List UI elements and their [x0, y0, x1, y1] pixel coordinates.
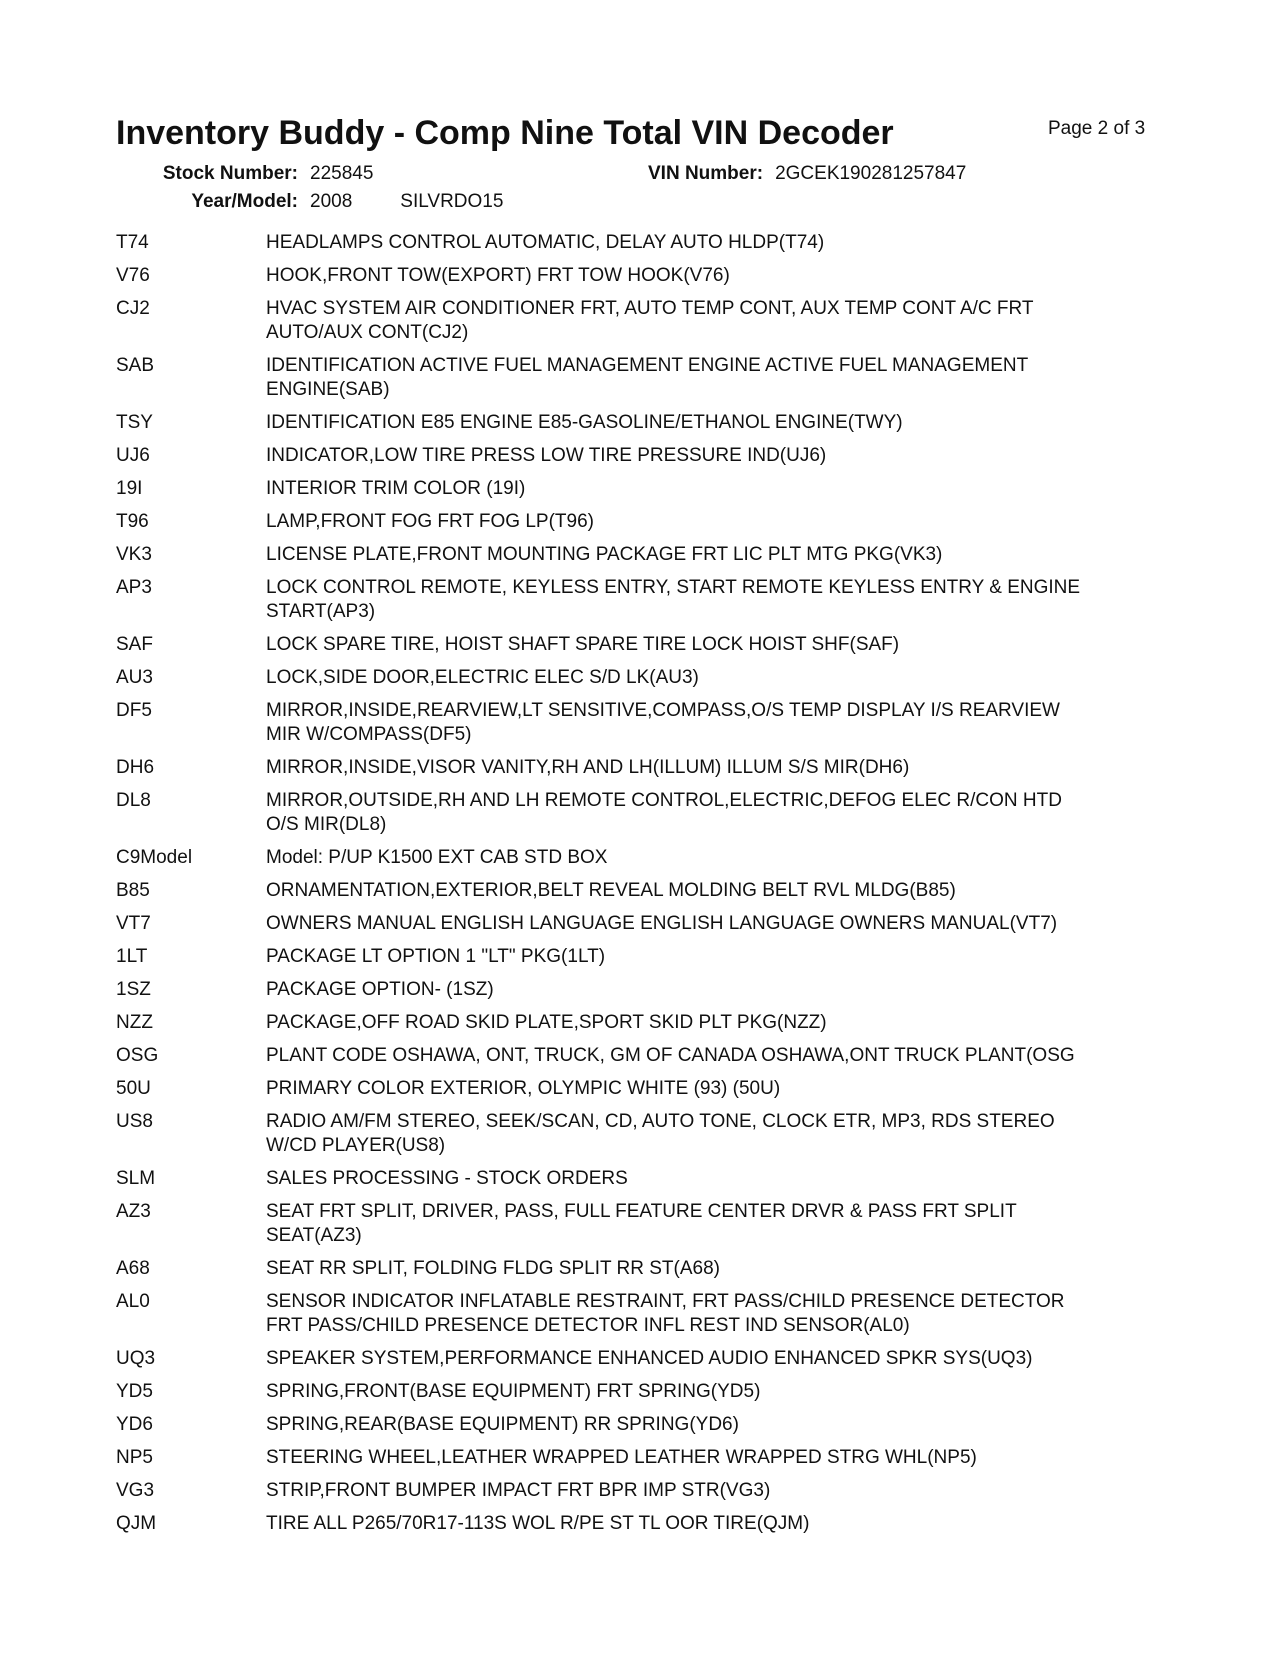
year-model-line: [156, 191, 503, 213]
page-number: Page 2 of 3: [1048, 118, 1146, 139]
option-description: IDENTIFICATION E85 ENGINE E85-GASOLINE/ETHANOL ENGINE(TWY): [266, 412, 903, 433]
option-description: LOCK SPARE TIRE, HOIST SHAFT SPARE TIRE LOCK HOIST SHF(SAF): [266, 634, 900, 655]
option-description: LOCK,SIDE DOOR,ELECTRIC ELEC S/D LK(AU3): [266, 667, 699, 688]
option-row: [116, 1167, 1176, 1191]
option-code: AZ3: [116, 1201, 151, 1222]
option-row: [116, 945, 1176, 969]
option-row: [116, 1110, 1176, 1158]
option-row: [116, 1044, 1176, 1068]
option-code: C9Model: [116, 847, 193, 868]
option-row: [116, 477, 1176, 501]
option-code: VG3: [116, 1480, 155, 1501]
option-description: TIRE ALL P265/70R17-113S WOL R/PE ST TL OOR TIRE(QJM): [266, 1513, 810, 1534]
option-row: [116, 1380, 1176, 1404]
option-code: SAF: [116, 634, 153, 655]
option-description: LAMP,FRONT FOG FRT FOG LP(T96): [266, 511, 594, 532]
option-row: [116, 1479, 1176, 1503]
option-code: OSG: [116, 1045, 159, 1066]
option-row: [116, 1446, 1176, 1470]
option-row: [116, 1347, 1176, 1371]
page-title: Inventory Buddy - Comp Nine Total VIN Decoder: [116, 114, 894, 152]
option-code: B85: [116, 880, 150, 901]
vin-number-label: VIN Number:: [648, 163, 764, 184]
year-value: 2008: [310, 191, 353, 212]
stock-number-line: [156, 163, 373, 185]
option-description: INTERIOR TRIM COLOR (19I): [266, 478, 526, 499]
option-code: V76: [116, 265, 150, 286]
option-code: 19I: [116, 478, 143, 499]
option-description: PACKAGE OPTION- (1SZ): [266, 979, 494, 1000]
stock-number-value: 225845: [310, 163, 374, 184]
option-description: INDICATOR,LOW TIRE PRESS LOW TIRE PRESSURE IND(UJ6): [266, 445, 827, 466]
vin-number-value: 2GCEK190281257847: [775, 163, 967, 184]
option-row: [116, 264, 1176, 288]
option-code: 1SZ: [116, 979, 151, 1000]
option-code: QJM: [116, 1513, 157, 1534]
option-code: NZZ: [116, 1012, 153, 1033]
option-code: DF5: [116, 700, 152, 721]
option-code: SLM: [116, 1168, 156, 1189]
option-description: SALES PROCESSING - STOCK ORDERS: [266, 1168, 628, 1189]
option-code: T96: [116, 511, 149, 532]
option-description: SPRING,FRONT(BASE EQUIPMENT) FRT SPRING(YD5): [266, 1381, 761, 1402]
option-code: AL0: [116, 1291, 150, 1312]
option-row: [116, 1413, 1176, 1437]
year-model-label: Year/Model:: [191, 191, 298, 212]
option-code: UQ3: [116, 1348, 156, 1369]
option-code: TSY: [116, 412, 153, 433]
option-row: [116, 231, 1176, 255]
option-description: ORNAMENTATION,EXTERIOR,BELT REVEAL MOLDING BELT RVL MLDG(B85): [266, 880, 956, 901]
option-row: [116, 1512, 1176, 1536]
option-description: SENSOR INDICATOR INFLATABLE RESTRAINT, FRT PASS/CHILD PRESENCE DETECTOR FRT PASS/CHILD PRESENCE DETECTOR INFL REST IND SENSOR(AL0): [266, 1291, 1065, 1336]
option-description: MIRROR,INSIDE,VISOR VANITY,RH AND LH(ILLUM) ILLUM S/S MIR(DH6): [266, 757, 910, 778]
option-description: PACKAGE LT OPTION 1 "LT" PKG(1LT): [266, 946, 606, 967]
option-row: [116, 1290, 1176, 1338]
option-row: [116, 756, 1176, 780]
option-description: STEERING WHEEL,LEATHER WRAPPED LEATHER WRAPPED STRG WHL(NP5): [266, 1447, 977, 1468]
option-code: AU3: [116, 667, 153, 688]
option-code-list: [116, 231, 1176, 1545]
option-row: [116, 1011, 1176, 1035]
option-code: YD6: [116, 1414, 153, 1435]
option-row: [116, 444, 1176, 468]
option-code: 50U: [116, 1078, 151, 1099]
option-row: [116, 879, 1176, 903]
option-row: [116, 1200, 1176, 1248]
option-row: [116, 1257, 1176, 1281]
option-code: YD5: [116, 1381, 153, 1402]
option-row: [116, 633, 1176, 657]
option-description: HEADLAMPS CONTROL AUTOMATIC, DELAY AUTO HLDP(T74): [266, 232, 825, 253]
option-code: A68: [116, 1258, 150, 1279]
option-description: OWNERS MANUAL ENGLISH LANGUAGE ENGLISH LANGUAGE OWNERS MANUAL(VT7): [266, 913, 1058, 934]
option-description: STRIP,FRONT BUMPER IMPACT FRT BPR IMP STR(VG3): [266, 1480, 771, 1501]
option-row: [116, 1077, 1176, 1101]
option-description: MIRROR,OUTSIDE,RH AND LH REMOTE CONTROL,ELECTRIC,DEFOG ELEC R/CON HTD O/S MIR(DL8): [266, 790, 1062, 835]
stock-number-label: Stock Number:: [162, 163, 298, 184]
option-description: HOOK,FRONT TOW(EXPORT) FRT TOW HOOK(V76): [266, 265, 730, 286]
option-row: [116, 354, 1176, 402]
option-description: PRIMARY COLOR EXTERIOR, OLYMPIC WHITE (93) (50U): [266, 1078, 781, 1099]
option-row: [116, 666, 1176, 690]
option-code: US8: [116, 1111, 153, 1132]
option-row: [116, 510, 1176, 534]
option-description: MIRROR,INSIDE,REARVIEW,LT SENSITIVE,COMPASS,O/S TEMP DISPLAY I/S REARVIEW MIR W/COMPASS(DF5): [266, 700, 1060, 745]
option-description: LOCK CONTROL REMOTE, KEYLESS ENTRY, START REMOTE KEYLESS ENTRY & ENGINE START(AP3): [266, 577, 1081, 622]
option-code: T74: [116, 232, 149, 253]
option-description: SEAT RR SPLIT, FOLDING FLDG SPLIT RR ST(A68): [266, 1258, 720, 1279]
option-code: DH6: [116, 757, 155, 778]
option-code: 1LT: [116, 946, 148, 967]
vin-number-line: [648, 163, 966, 185]
option-row: [116, 789, 1176, 837]
option-description: SEAT FRT SPLIT, DRIVER, PASS, FULL FEATURE CENTER DRVR & PASS FRT SPLIT SEAT(AZ3): [266, 1201, 1017, 1246]
option-row: [116, 846, 1176, 870]
option-row: [116, 699, 1176, 747]
option-description: RADIO AM/FM STEREO, SEEK/SCAN, CD, AUTO TONE, CLOCK ETR, MP3, RDS STEREO W/CD PLAYER(US8): [266, 1111, 1055, 1156]
option-description: LICENSE PLATE,FRONT MOUNTING PACKAGE FRT LIC PLT MTG PKG(VK3): [266, 544, 943, 565]
option-row: [116, 543, 1176, 567]
option-row: [116, 978, 1176, 1002]
option-code: UJ6: [116, 445, 150, 466]
option-code: VT7: [116, 913, 151, 934]
option-description: Model: P/UP K1500 EXT CAB STD BOX: [266, 847, 608, 868]
option-code: DL8: [116, 790, 151, 811]
option-row: [116, 411, 1176, 435]
option-code: NP5: [116, 1447, 153, 1468]
model-value: SILVRDO15: [400, 191, 504, 212]
option-code: AP3: [116, 577, 152, 598]
option-description: HVAC SYSTEM AIR CONDITIONER FRT, AUTO TEMP CONT, AUX TEMP CONT A/C FRT AUTO/AUX CONT(CJ2): [266, 298, 1034, 343]
option-row: [116, 297, 1176, 345]
option-description: PLANT CODE OSHAWA, ONT, TRUCK, GM OF CANADA OSHAWA,ONT TRUCK PLANT(OSG: [266, 1045, 1075, 1066]
option-description: IDENTIFICATION ACTIVE FUEL MANAGEMENT ENGINE ACTIVE FUEL MANAGEMENT ENGINE(SAB): [266, 355, 1029, 400]
option-code: SAB: [116, 355, 155, 376]
option-code: CJ2: [116, 298, 150, 319]
option-row: [116, 576, 1176, 624]
option-row: [116, 912, 1176, 936]
option-description: SPRING,REAR(BASE EQUIPMENT) RR SPRING(YD6): [266, 1414, 739, 1435]
option-code: VK3: [116, 544, 152, 565]
option-description: SPEAKER SYSTEM,PERFORMANCE ENHANCED AUDIO ENHANCED SPKR SYS(UQ3): [266, 1348, 1033, 1369]
option-description: PACKAGE,OFF ROAD SKID PLATE,SPORT SKID PLT PKG(NZZ): [266, 1012, 827, 1033]
